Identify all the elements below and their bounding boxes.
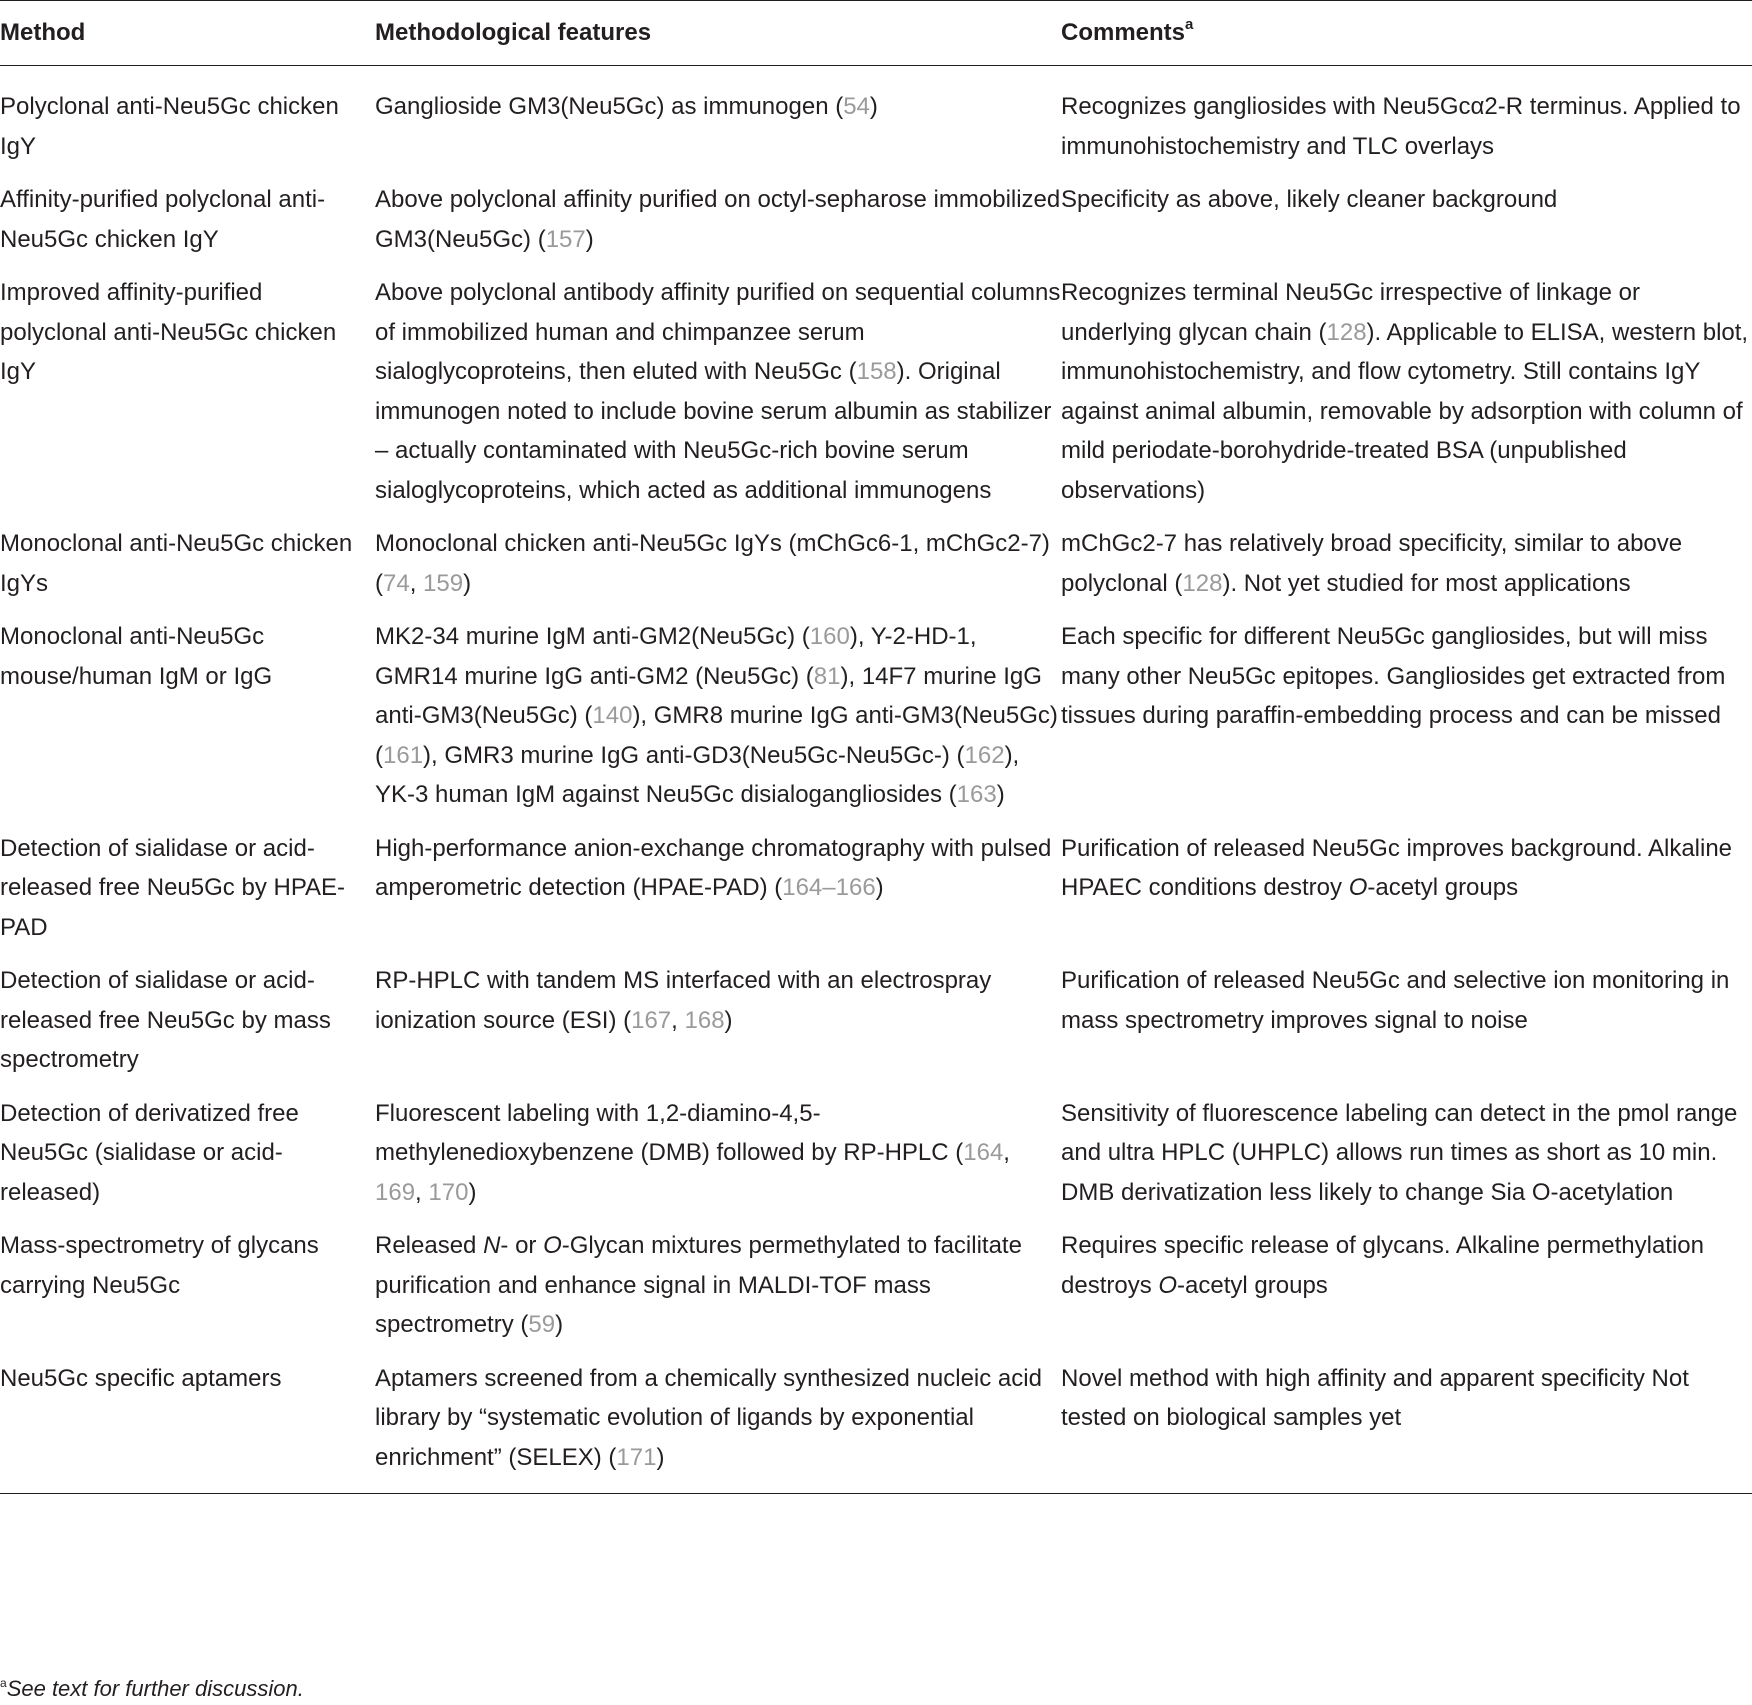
reference-number: 168	[684, 1006, 725, 1034]
features-cell	[375, 66, 1061, 177]
table-row	[0, 1090, 1752, 1223]
reference-number: 163	[956, 781, 997, 808]
method-cell: Improved affinity-purified polyclonal anti-Neu5Gc chicken IgY	[0, 279, 337, 385]
features-cell	[375, 825, 1061, 958]
table-row	[0, 269, 1752, 520]
method-cell: Detection of derivatized free Neu5Gc (sialidase or acid-released)	[0, 1099, 299, 1206]
cell-text: )	[656, 1443, 665, 1471]
table-row	[0, 825, 1752, 958]
reference-number: 164–166	[782, 874, 876, 901]
reference-number: 54	[843, 93, 870, 120]
cell-text: )	[555, 1311, 564, 1338]
features-cell	[375, 1222, 1061, 1355]
cell-text: Each specific for different Neu5Gc gangliosides, but will miss many other Neu5Gc epitopes. Gangliosides get extracted from tissues during paraffin-embedding process and can be missed	[1061, 623, 1726, 729]
cell-text: RP-HPLC with tandem MS interfaced with an electrospray ionization source (ESI) (	[375, 967, 992, 1034]
comments-cell	[1061, 66, 1752, 177]
italic-text: N	[483, 1232, 501, 1259]
table-row	[0, 176, 1752, 269]
cell-text: ). Not yet studied for most applications	[1222, 569, 1631, 597]
cell-text: ). Applicable to ELISA, western blot, immunohistochemistry, and flow cytometry. Still contains IgY against animal albumin, removable by adsorption with column of mild periodate-borohydride-treated BSA (unpublished observations)	[1061, 318, 1749, 504]
table-footnote	[0, 1676, 304, 1705]
cell-text: )	[875, 874, 884, 901]
method-cell: Detection of sialidase or acid-released free Neu5Gc by HPAE-PAD	[0, 834, 346, 941]
cell-text: Released	[375, 1232, 484, 1259]
cell-text: )	[724, 1006, 733, 1034]
reference-number: 162	[964, 741, 1005, 769]
features-cell	[375, 176, 1061, 269]
cell-text: )	[996, 781, 1005, 808]
header-features: Methodological features	[375, 19, 652, 46]
header-row	[0, 1, 1752, 66]
reference-number: 171	[616, 1443, 657, 1471]
cell-text: -acetyl groups	[1177, 1271, 1328, 1299]
cell-text: Sensitivity of fluorescence labeling can detect in the pmol range and ultra HPLC (UHPLC) allows run times as short as 10 min. DMB derivatization less likely to change Sia O-acetylation	[1061, 1099, 1738, 1206]
italic-text: O	[1158, 1271, 1178, 1299]
header-comments-label: Comments	[1061, 19, 1186, 46]
cell-text: Novel method with high affinity and apparent specificity Not tested on biological samples yet	[1061, 1364, 1689, 1431]
features-cell	[375, 613, 1061, 825]
cell-text: )	[585, 225, 594, 253]
cell-text: Requires specific release of glycans. Alkaline permethylation destroys	[1061, 1232, 1704, 1299]
method-cell: Detection of sialidase or acid-released free Neu5Gc by mass spectrometry	[0, 967, 331, 1073]
cell-text: Specificity as above, likely cleaner background	[1061, 186, 1558, 213]
method-cell: Monoclonal anti-Neu5Gc mouse/human IgM or IgG	[0, 623, 273, 690]
reference-number: 160	[809, 623, 850, 650]
cell-text: )	[463, 569, 472, 597]
cell-text: Monoclonal chicken anti-Neu5Gc IgYs (mChGc6-1, mChGc2-7) (	[375, 530, 1050, 597]
cell-text: )	[869, 93, 878, 120]
cell-text: -acetyl groups	[1367, 874, 1519, 901]
header-comments	[1061, 1, 1752, 66]
reference-number: 159	[423, 569, 464, 597]
table-row	[0, 1355, 1752, 1494]
table-row	[0, 957, 1752, 1090]
features-cell	[375, 957, 1061, 1090]
cell-text: )	[468, 1178, 477, 1206]
cell-text: - or	[500, 1232, 544, 1259]
cell-text: ), GMR3 murine IgG anti-GD3(Neu5Gc-Neu5Gc-) (	[423, 741, 965, 769]
cell-text: Above polyclonal antibody affinity purified on sequential columns of immobilized human and chimpanzee serum sialoglycoproteins, then eluted with Neu5Gc (	[375, 279, 1061, 385]
comments-cell	[1061, 613, 1752, 825]
header-method: Method	[0, 19, 86, 46]
footnote-mark: a	[0, 1676, 7, 1690]
cell-text: ), GMR8 murine IgG anti-GM3(Neu5Gc) (	[375, 702, 1058, 769]
comments-cell	[1061, 957, 1752, 1090]
table-header	[0, 1, 1752, 66]
reference-number: 59	[528, 1311, 556, 1338]
reference-number: 161	[383, 741, 424, 769]
cell-text: -Glycan mixtures permethylated to facilitate purification and enhance signal in MALDI-TOF mass spectrometry (	[375, 1232, 1022, 1338]
comments-cell	[1061, 1222, 1752, 1355]
cell-text: Above polyclonal affinity purified on octyl-sepharose immobilized GM3(Neu5Gc) (	[375, 186, 1061, 253]
method-cell: Monoclonal anti-Neu5Gc chicken IgYs	[0, 530, 353, 597]
method-cell: Neu5Gc specific aptamers	[0, 1364, 282, 1392]
features-cell	[375, 520, 1061, 613]
method-cell: Mass-spectrometry of glycans carrying Neu5Gc	[0, 1232, 319, 1299]
cell-text: MK2-34 murine IgM anti-GM2(Neu5Gc) (	[375, 623, 810, 650]
cell-text: ). Original immunogen noted to include bovine serum albumin as stabilizer – actually contaminated with Neu5Gc-rich bovine serum sialoglycoproteins, which acted as additional immunogens	[375, 358, 1052, 504]
reference-number: 167	[631, 1006, 672, 1034]
cell-text: Purification of released Neu5Gc and selective ion monitoring in mass spectrometry improves signal to noise	[1061, 967, 1730, 1034]
cell-text: Purification of released Neu5Gc improves background. Alkaline HPAEC conditions destroy	[1061, 834, 1733, 901]
reference-number: 128	[1326, 318, 1367, 346]
cell-text: Recognizes gangliosides with Neu5Gcα2-R terminus. Applied to immunohistochemistry and TLC overlays	[1061, 93, 1741, 160]
reference-number: 164	[963, 1139, 1004, 1166]
cell-text: Ganglioside GM3(Neu5Gc) as immunogen (	[375, 93, 844, 120]
comments-cell	[1061, 1355, 1752, 1494]
reference-number: 158	[856, 358, 897, 385]
table-body	[0, 66, 1752, 1494]
table-row	[0, 520, 1752, 613]
features-cell	[375, 1355, 1061, 1494]
comments-cell	[1061, 825, 1752, 958]
comments-cell	[1061, 1090, 1752, 1223]
features-cell	[375, 269, 1061, 520]
italic-text: O	[1348, 874, 1368, 901]
cell-text: Recognizes terminal Neu5Gc irrespective of linkage or underlying glycan chain (	[1061, 279, 1640, 346]
cell-text: ,	[671, 1006, 685, 1034]
footnote-text: See text for further discussion.	[6, 1676, 304, 1701]
reference-number: 128	[1182, 569, 1223, 597]
reference-number: 169	[375, 1178, 416, 1206]
reference-number: 81	[813, 662, 841, 690]
cell-text: ,	[1003, 1139, 1010, 1166]
comments-cell	[1061, 269, 1752, 520]
table-row	[0, 613, 1752, 825]
comments-cell	[1061, 176, 1752, 269]
cell-text: Fluorescent labeling with 1,2-diamino-4,5-methylenedioxybenzene (DMB) followed by RP-HPLC (	[375, 1099, 964, 1166]
cell-text: ), 14F7 murine IgG anti-GM3(Neu5Gc) (	[375, 662, 1042, 729]
cell-text: mChGc2-7 has relatively broad specificity, similar to above polyclonal (	[1061, 530, 1683, 597]
cell-text: ,	[409, 569, 424, 597]
cell-text: ), Y-2-HD-1, GMR14 murine IgG anti-GM2 (Neu5Gc) (	[375, 623, 977, 690]
table-row	[0, 1222, 1752, 1355]
cell-text: Aptamers screened from a chemically synthesized nucleic acid library by “systematic evolution of ligands by exponential enrichment” (SELEX) (	[375, 1364, 1042, 1471]
table-row	[0, 66, 1752, 177]
reference-number: 170	[428, 1178, 469, 1206]
method-cell: Affinity-purified polyclonal anti-Neu5Gc chicken IgY	[0, 186, 326, 253]
italic-text: O	[543, 1232, 562, 1259]
header-comments-footnote-mark: a	[1185, 16, 1194, 33]
reference-number: 157	[545, 225, 586, 253]
method-cell: Polyclonal anti-Neu5Gc chicken IgY	[0, 93, 339, 160]
reference-number: 140	[592, 702, 633, 729]
features-cell	[375, 1090, 1061, 1223]
cell-text: ,	[415, 1178, 429, 1206]
reference-number: 74	[383, 569, 410, 597]
cell-text: ), YK-3 human IgM against Neu5Gc disialogangliosides (	[375, 741, 1020, 808]
cell-text: High-performance anion-exchange chromatography with pulsed amperometric detection (HPAE-PAD) (	[375, 834, 1052, 901]
comments-cell	[1061, 520, 1752, 613]
